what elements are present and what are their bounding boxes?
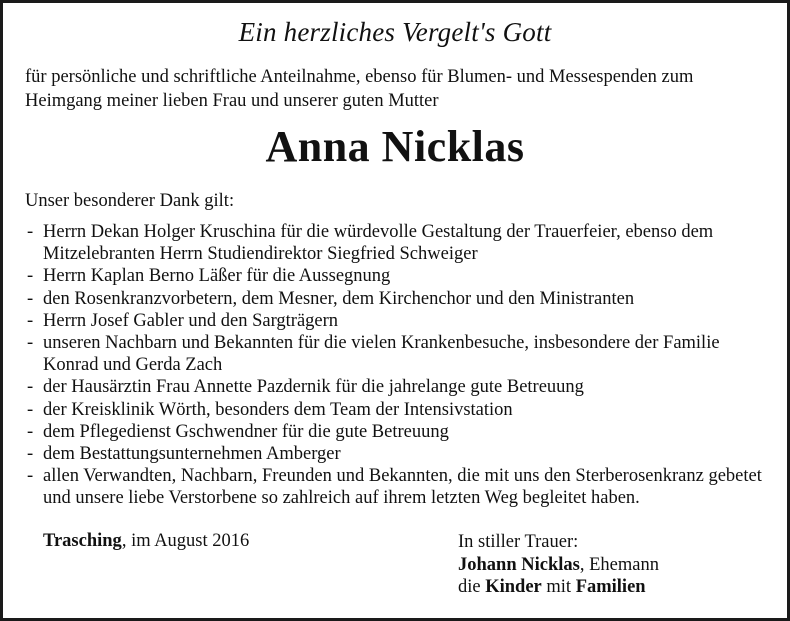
- husband-name: Johann Nicklas: [458, 554, 580, 575]
- list-bullet: -: [27, 222, 34, 242]
- thanks-list: [25, 221, 775, 510]
- children-prefix: die: [458, 577, 486, 597]
- list-item: [25, 310, 775, 332]
- list-bullet: -: [27, 466, 34, 487]
- deceased-name: Anna Nicklas: [265, 122, 525, 171]
- date: , im August 2016: [121, 531, 250, 551]
- families-word: Familien: [575, 577, 646, 597]
- list-item: [25, 265, 775, 287]
- list-item-text: allen Verwandten, Nachbarn, Freunden und Bekannten, die mit uns den Sterberosenkranz gebetet und unsere liebe Verstorbene so zahlreich auf ihrem letzten Weg begleitet haben.: [43, 466, 762, 509]
- place-date: [43, 531, 249, 552]
- list-item: [25, 288, 775, 310]
- list-item: [25, 421, 775, 443]
- list-item-text: Herrn Kaplan Berno Läßer für die Aussegnung: [43, 266, 391, 287]
- intro-text: für persönliche und schriftliche Anteilnahme, ebenso für Blumen- und Messespenden zum Heimgang meiner lieben Frau und unserer guten Mutter: [25, 67, 694, 111]
- list-item: [25, 332, 775, 376]
- list-item-text: Herrn Dekan Holger Kruschina für die würdevolle Gestaltung der Trauerfeier, ebenso dem Mitzelebranten Herrn Studiendirektor Siegfried Schweiger: [43, 222, 714, 265]
- list-item: [25, 221, 775, 265]
- list-item-text: dem Pflegedienst Gschwendner für die gute Betreuung: [43, 421, 449, 442]
- list-bullet: -: [27, 421, 34, 442]
- list-item: [25, 376, 775, 398]
- list-item: [25, 443, 775, 465]
- thanks-label: Unser besonderer Dank gilt:: [25, 191, 235, 211]
- husband-line: [458, 554, 659, 577]
- heading: Ein herzliches Vergelt's Gott: [238, 17, 552, 47]
- children-line: [458, 576, 659, 599]
- list-bullet: -: [27, 310, 34, 331]
- place: Trasching: [43, 531, 122, 551]
- list-item-text: Herrn Josef Gabler und den Sargträgern: [43, 310, 339, 331]
- list-bullet: -: [27, 444, 34, 465]
- list-item: [25, 399, 775, 421]
- list-item-text: unseren Nachbarn und Bekannten für die vielen Krankenbesuche, insbesondere der Familie Konrad und Gerda Zach: [43, 333, 720, 376]
- husband-role: , Ehemann: [579, 554, 659, 575]
- list-bullet: -: [27, 333, 34, 354]
- mourners-block: [458, 531, 659, 599]
- list-item-text: der Kreisklinik Wörth, besonders dem Team der Intensivstation: [43, 399, 513, 420]
- list-bullet: -: [27, 288, 34, 309]
- list-item-text: der Hausärztin Frau Annette Pazdernik für die jahrelange gute Betreuung: [43, 377, 584, 398]
- list-item-text: dem Bestattungsunternehmen Amberger: [43, 444, 341, 465]
- children-mid: mit: [541, 577, 576, 597]
- list-bullet: -: [27, 266, 34, 287]
- list-item: [25, 465, 775, 509]
- list-item-text: den Rosenkranzvorbetern, dem Mesner, dem Kirchenchor und den Ministranten: [43, 288, 635, 309]
- list-bullet: -: [27, 399, 34, 420]
- list-bullet: -: [27, 377, 34, 398]
- mourning-label: In stiller Trauer:: [458, 532, 579, 552]
- children-word: Kinder: [485, 577, 542, 597]
